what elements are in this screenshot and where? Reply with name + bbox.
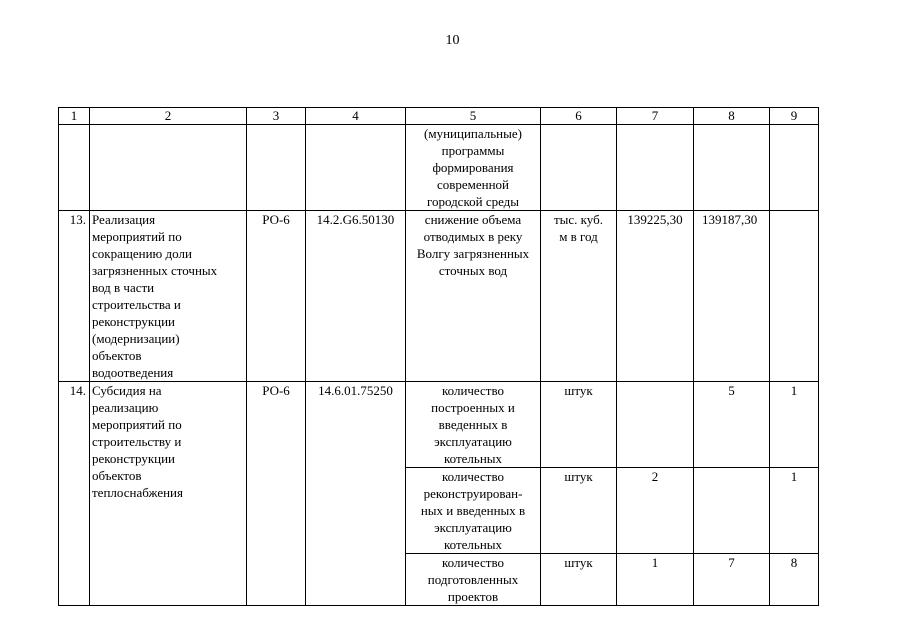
table-row-13 <box>59 211 819 382</box>
row-number: 13. <box>59 211 90 382</box>
value-col9: 1 <box>770 468 819 554</box>
cell <box>247 125 306 211</box>
text-line: программы <box>441 143 505 158</box>
value-col7: 1 <box>617 554 694 606</box>
text-line: мероприятий по <box>92 417 182 432</box>
text-line: Волгу загрязненных <box>416 246 530 261</box>
text-line: подготовленных <box>427 572 519 587</box>
kbk-cell: 14.2.G6.50130 <box>306 211 406 382</box>
text-line: теплоснабжения <box>92 485 183 500</box>
cell <box>770 125 819 211</box>
text-line: эксплуатацию <box>434 434 512 449</box>
continuation-row <box>59 125 819 211</box>
header-cell: 5 <box>406 108 541 125</box>
text-line: современной <box>436 177 510 192</box>
value-col8: 139187,30 <box>694 211 770 382</box>
code-cell: РО-6 <box>247 382 306 606</box>
measure-name-cell <box>90 211 247 382</box>
text-line: сточных вод <box>438 263 508 278</box>
text-line: реконструирован- <box>423 486 523 501</box>
header-cell: 7 <box>617 108 694 125</box>
header-cell: 8 <box>694 108 770 125</box>
text-line: м в год <box>559 229 598 244</box>
text-line: формирования <box>432 160 514 175</box>
text-line: количество <box>441 383 505 398</box>
text-line: введенных в <box>438 417 508 432</box>
text-line: загрязненных сточных <box>92 263 218 278</box>
indicator-cell <box>406 468 541 554</box>
text-line: тыс. куб. <box>553 212 603 227</box>
value-col7: 139225,30 <box>617 211 694 382</box>
cell <box>90 125 247 211</box>
text-line: объектов <box>92 348 142 363</box>
text-line: реализацию <box>92 400 159 415</box>
indicator-cell <box>406 211 541 382</box>
text-line: водоотведения <box>92 365 174 380</box>
header-cell: 3 <box>247 108 306 125</box>
text-line: отводимых в реку <box>423 229 523 244</box>
value-col9 <box>770 211 819 382</box>
text-line: Субсидия на <box>92 383 162 398</box>
header-cell: 6 <box>541 108 617 125</box>
text-line: котельных <box>443 451 503 466</box>
text-line: эксплуатацию <box>434 520 512 535</box>
code-cell: РО-6 <box>247 211 306 382</box>
text-line: строительства и <box>92 297 181 312</box>
text-line: ных и введенных в <box>420 503 526 518</box>
header-row <box>59 108 819 125</box>
text-line: снижение объема <box>424 212 522 227</box>
unit-cell: штук <box>541 554 617 606</box>
text-line: сокращению доли <box>92 246 192 261</box>
text-line: реконструкции <box>92 314 176 329</box>
header-cell: 2 <box>90 108 247 125</box>
text-line: вод в части <box>92 280 155 295</box>
text-line: проектов <box>447 589 499 604</box>
text-line: количество <box>441 469 505 484</box>
header-cell: 4 <box>306 108 406 125</box>
text-line: (модернизации) <box>92 331 180 346</box>
text-line: котельных <box>443 537 503 552</box>
text-line: строительству и <box>92 434 182 449</box>
cell <box>306 125 406 211</box>
indicator-cell <box>406 125 541 211</box>
unit-cell <box>541 211 617 382</box>
text-line: мероприятий по <box>92 229 182 244</box>
table-row-14 <box>59 382 819 468</box>
row-number: 14. <box>59 382 90 606</box>
header-cell: 9 <box>770 108 819 125</box>
unit-cell: штук <box>541 382 617 468</box>
text-line: реконструкции <box>92 451 176 466</box>
value-col7 <box>617 382 694 468</box>
value-col7: 2 <box>617 468 694 554</box>
measure-name-cell <box>90 382 247 606</box>
value-col8: 5 <box>694 382 770 468</box>
cell <box>541 125 617 211</box>
text-line: количество <box>441 555 505 570</box>
value-col8: 7 <box>694 554 770 606</box>
value-col8 <box>694 468 770 554</box>
kbk-cell: 14.6.01.75250 <box>306 382 406 606</box>
text-line: объектов <box>92 468 142 483</box>
indicator-cell <box>406 554 541 606</box>
text-line: городской среды <box>426 194 520 209</box>
text-line: построенных и <box>431 400 515 415</box>
indicators-table <box>58 107 819 606</box>
cell <box>59 125 90 211</box>
text-line: (муниципальные) <box>424 126 522 141</box>
header-cell: 1 <box>59 108 90 125</box>
value-col9: 8 <box>770 554 819 606</box>
indicator-cell <box>406 382 541 468</box>
cell <box>694 125 770 211</box>
text-line: Реализация <box>92 212 156 227</box>
unit-cell: штук <box>541 468 617 554</box>
page-number: 10 <box>445 33 460 48</box>
value-col9: 1 <box>770 382 819 468</box>
cell <box>617 125 694 211</box>
